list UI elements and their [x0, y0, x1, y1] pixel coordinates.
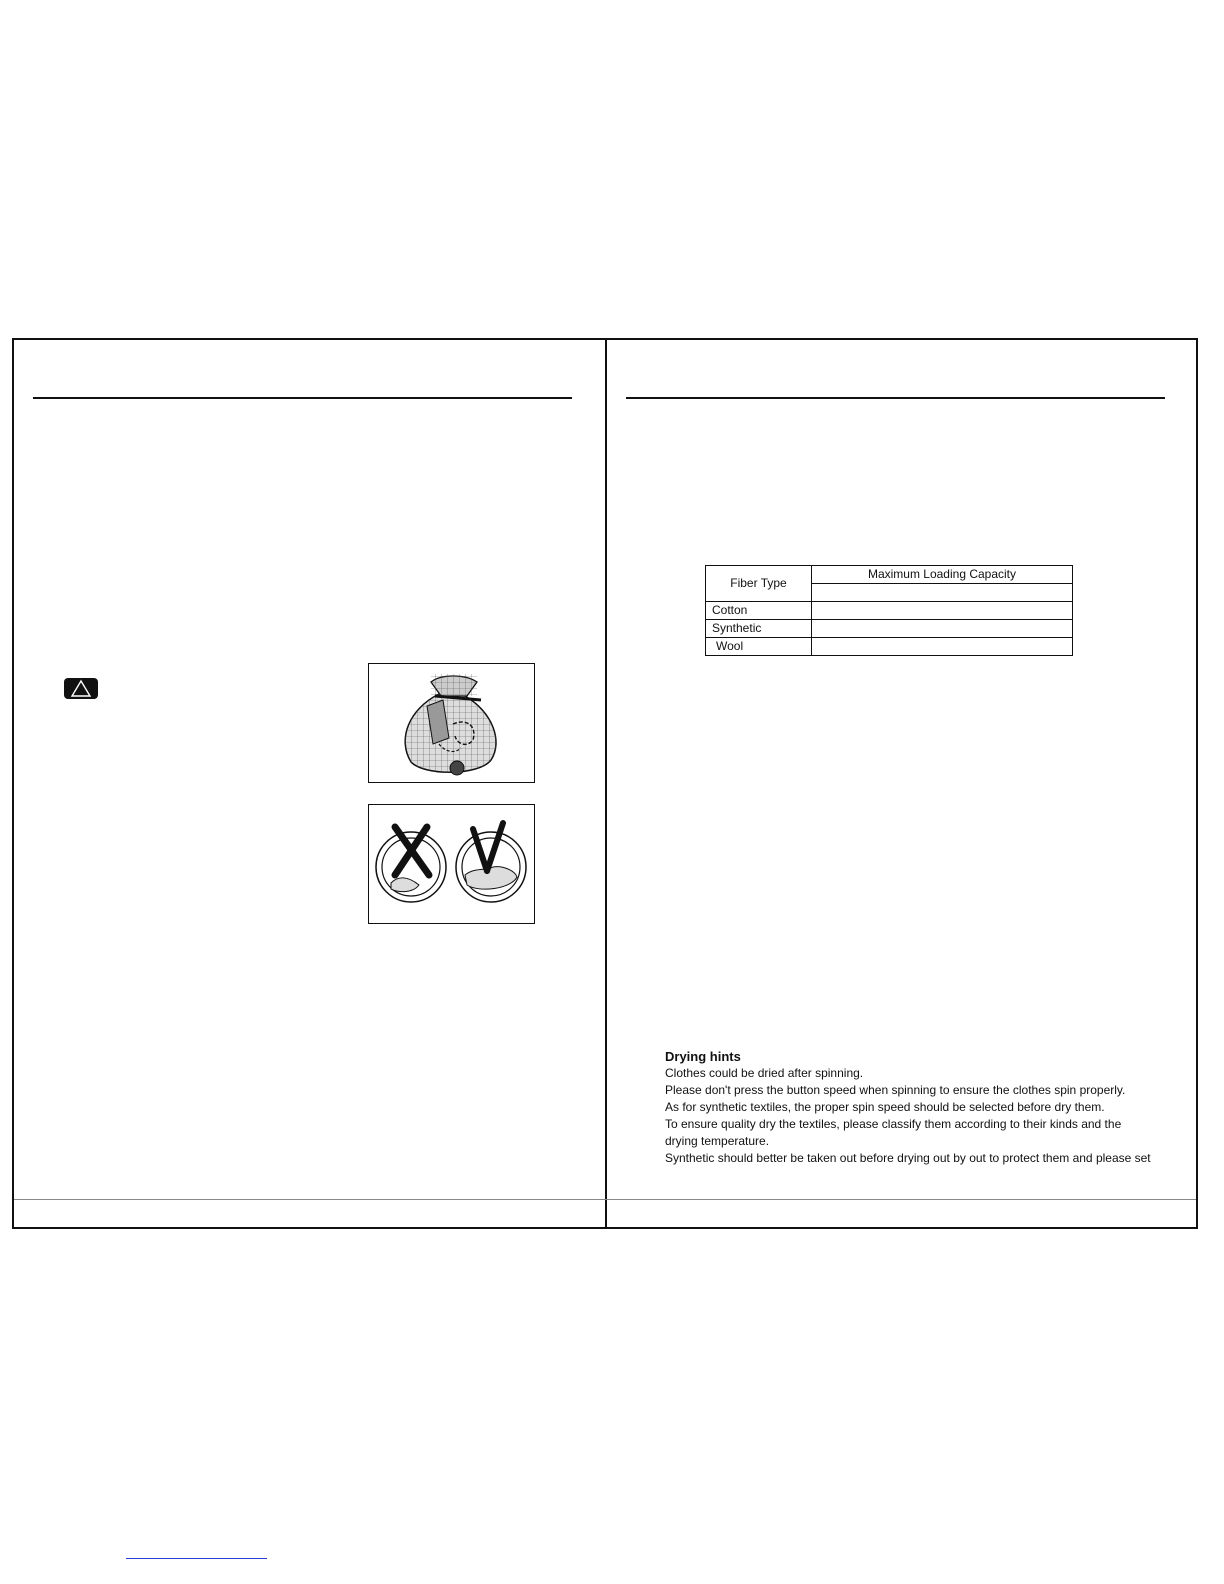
drying-hints	[665, 1048, 1165, 1167]
max-capacity-header: Maximum Loading Capacity	[812, 566, 1073, 584]
row-value	[812, 620, 1073, 638]
drum-load-figure	[368, 804, 535, 924]
row-label: Wool	[706, 638, 812, 656]
drying-hints-title: Drying hints	[665, 1049, 741, 1064]
fiber-type-header: Fiber Type	[706, 566, 812, 602]
hint-line: Synthetic should better be taken out before drying out by out to protect them and please set	[665, 1151, 1151, 1165]
left-header-rule	[33, 397, 572, 399]
warning-triangle-icon	[64, 678, 98, 699]
page-divider	[605, 338, 607, 1229]
max-capacity-subheader	[812, 584, 1073, 602]
row-value	[812, 602, 1073, 620]
row-label: Synthetic	[706, 620, 812, 638]
table-row	[706, 620, 1073, 638]
hint-line: Clothes could be dried after spinning.	[665, 1066, 864, 1080]
hint-line: drying temperature.	[665, 1134, 770, 1148]
row-value	[812, 638, 1073, 656]
row-label: Cotton	[706, 602, 812, 620]
footer-rule	[14, 1199, 1196, 1200]
laundry-bag-figure	[368, 663, 535, 783]
capacity-table	[705, 565, 1073, 656]
table-row	[706, 638, 1073, 656]
link-underline[interactable]	[126, 1558, 267, 1559]
table-row	[706, 602, 1073, 620]
hint-line: To ensure quality dry the textiles, please classify them according to their kinds and the	[665, 1117, 1122, 1131]
hint-line: Please don't press the button speed when spinning to ensure the clothes spin properly.	[665, 1083, 1126, 1097]
hint-line: As for synthetic textiles, the proper spin speed should be selected before dry them.	[665, 1100, 1105, 1114]
right-header-rule	[626, 397, 1165, 399]
